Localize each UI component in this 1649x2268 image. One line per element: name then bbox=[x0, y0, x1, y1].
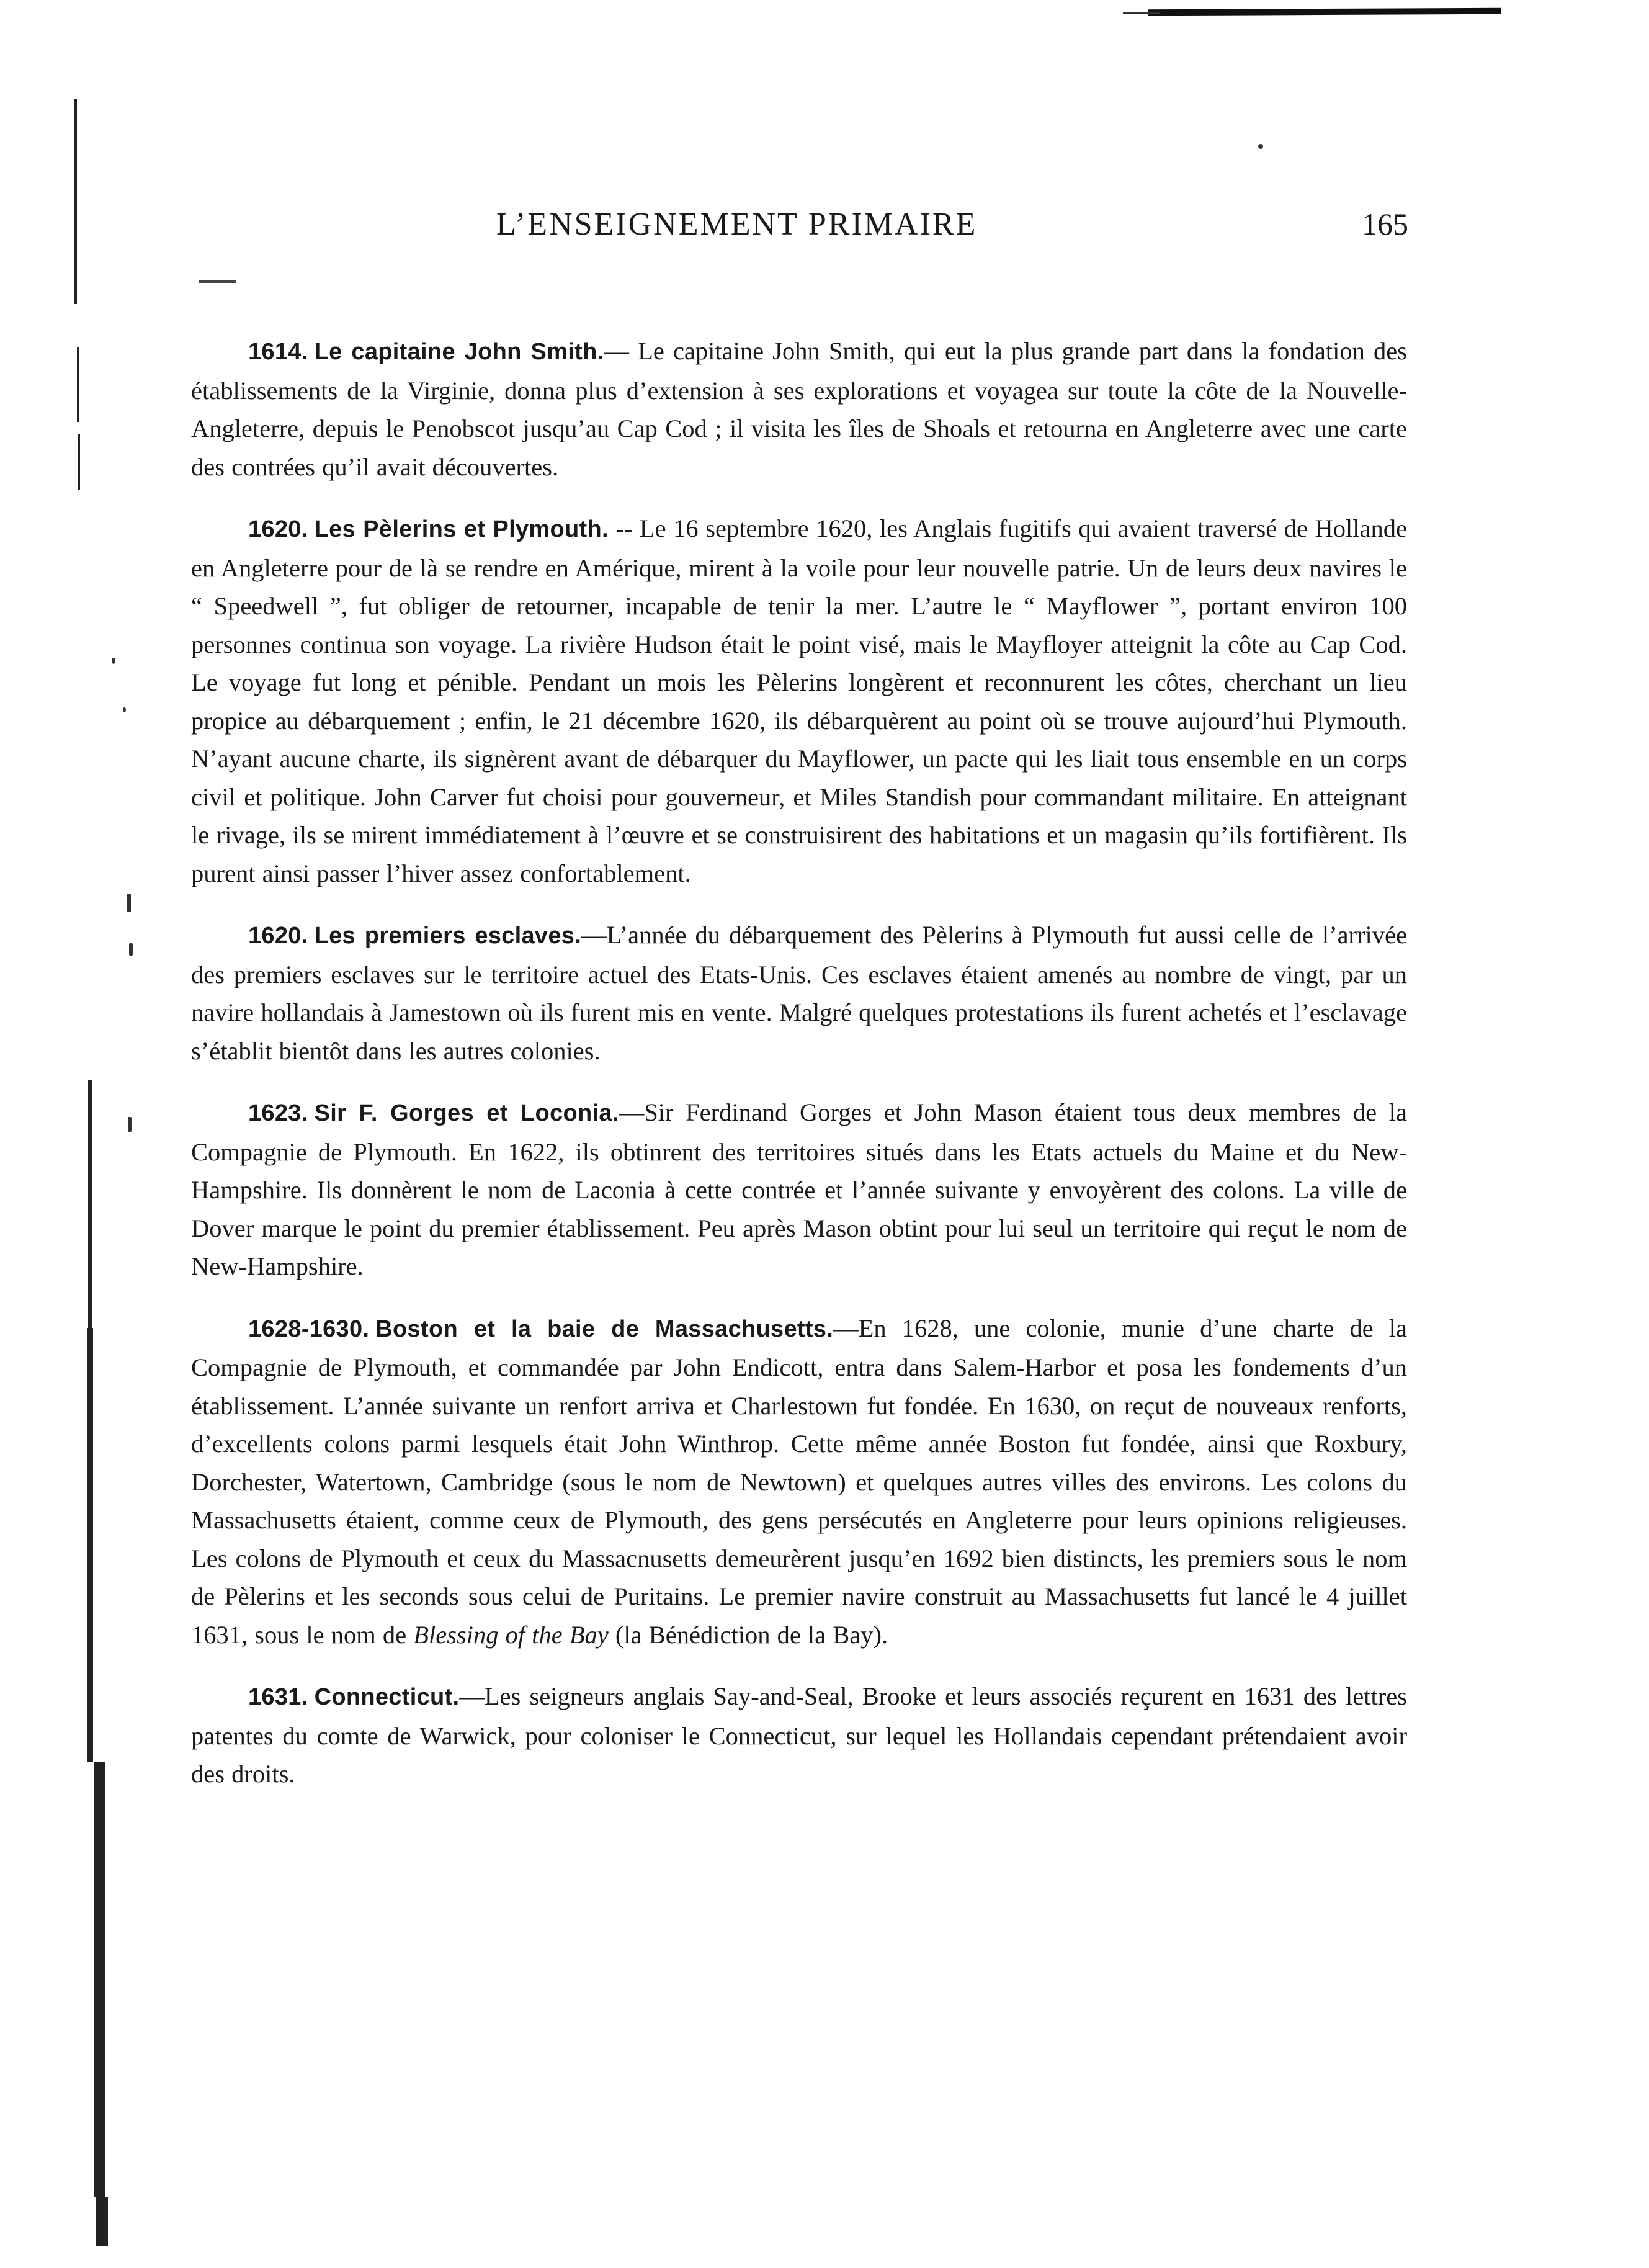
entry-text-after: (la Bénédiction de la Bay). bbox=[608, 1620, 888, 1649]
entry-heading bbox=[248, 1100, 619, 1126]
scan-speck bbox=[128, 1117, 132, 1132]
entry-1620-esclaves bbox=[191, 916, 1407, 1070]
entry-1631 bbox=[191, 1677, 1407, 1793]
entry-text: —L’année du débarquement des Pèlerins à Plymouth fut aussi celle de l’arrivée des premiers esclaves sur le territoire actuel des Etats-Unis. Ces esclaves étaient amenés au nombre de vingt, par un navire hollandais à Jamestown où ils furent mis en vente. Malgré quelques protestations ils furent achetés et l’esclavage s’établit bientôt dans les autres colonies. bbox=[191, 921, 1407, 1065]
entry-text: —Sir Ferdinand Gorges et John Mason étaient tous deux membres de la Compagnie de Plymouth. En 1622, ils obtinrent des territoires situés dans les Etats actuels du Maine et du New-Hampshire. Ils donnèrent le nom de Laconia à cette contrée et l’année suivante y envoyèrent des colons. La ville de Dover marque le point du premier établissement. Peu après Mason obtint pour lui seul un territoire qui reçut le nom de New-Hampshire. bbox=[191, 1098, 1407, 1280]
entry-text: — Le capitaine John Smith, qui eut la plus grande part dans la fondation des établissements de la Virginie, donna plus d’extension à ses explorations et voyagea sur toute la côte de la Nouvelle-Angleterre, depuis le Penobscot jusqu’au Cap Cod ; il visita les îles de Shoals et retourna en Angleterre avec une carte des contrées qu’il avait découvertes. bbox=[191, 337, 1407, 481]
entry-heading bbox=[248, 1684, 459, 1710]
entry-text: —Les seigneurs anglais Say-and-Seal, Brooke et leurs associés reçurent en 1631 des lettres patentes du comte de Warwick, pour coloniser le Connecticut, sur lequel les Hollandais cependant prétendaient avoir des droits. bbox=[191, 1682, 1407, 1788]
entry-heading bbox=[248, 1316, 833, 1342]
entry-1620-pelerins bbox=[191, 509, 1407, 892]
entry-title: Boston et la baie de Massachusetts. bbox=[375, 1316, 834, 1342]
entry-text: —En 1628, une colonie, munie d’une charte de la Compagnie de Plymouth, et commandée par John Endicott, entra dans Salem-Harbor et posa les fondements d’un établissement. L’année suivante un renfort arriva et Charlestown fut fondée. En 1630, on reçut de nouveaux renforts, d’excellents colons parmi lesquels était John Winthrop. Cette même année Boston fut fondée, ainsi que Roxbury, Dorchester, Watertown, Cambridge (sous le nom de Newtown) et quelques autres villes des environs. Les colons du Massachusetts étaient, comme ceux de Plymouth, des gens persécutés en Angleterre pour leurs opinions religieuses. Les colons de Plymouth et ceux du Massacnusetts demeurèrent jusqu’en 1692 bien distincts, les premiers sous le nom de Pèlerins et les seconds sous celui de Puritains. Le premier navire construit au Massachusetts fut lancé le 4 juillet 1631, sous le nom de bbox=[191, 1314, 1408, 1649]
scan-speck bbox=[1258, 144, 1263, 149]
entry-heading bbox=[248, 923, 581, 949]
entry-text: -- Le 16 septembre 1620, les Anglais fugitifs qui avaient traversé de Hollande en Angleterre pour de là se rendre en Amérique, mirent à la voile pour leur nouvelle patrie. Un de leurs deux navires le “ Speedwell ”, fut obliger de retourner, incapable de tenir la mer. L’autre le “ Mayflower ”, portant environ 100 personnes continua son voyage. La rivière Hudson était le point visé, mais le Mayfloyer atteignit la côte au Cap Cod. Le voyage fut long et pénible. Pendant un mois les Pèlerins longèrent et reconnurent les côtes, cherchant un lieu propice au débarquement ; enfin, le 21 décembre 1620, ils débarquèrent au point où se trouve aujourd’hui Plymouth. N’ayant aucune charte, ils signèrent avant de débarquer du Mayflower, un pacte qui les liait tous ensemble en un corps civil et politique. John Carver fut choisi pour gouverneur, et Miles Standish pour commandant militaire. En atteignant le rivage, ils se mirent immédiatement à l’œuvre et se construisirent des habitations et un magasin qu’ils fortifièrent. Ils purent ainsi passer l’hiver assez confortablement. bbox=[191, 514, 1407, 887]
page-number: 165 bbox=[1362, 207, 1408, 241]
scan-speck bbox=[127, 894, 131, 912]
entry-heading bbox=[248, 516, 609, 542]
entry-year: 1620. bbox=[248, 923, 308, 949]
article-body bbox=[191, 332, 1407, 1817]
scan-edge-mark bbox=[1148, 8, 1501, 16]
page-title: L’ENSEIGNEMENT PRIMAIRE bbox=[496, 207, 978, 242]
scan-speck bbox=[112, 658, 115, 664]
entry-title: Connecticut. bbox=[314, 1684, 460, 1710]
entry-year: 1614. bbox=[248, 339, 308, 365]
scan-speck bbox=[129, 943, 133, 956]
entry-title: Les premiers esclaves. bbox=[314, 923, 582, 949]
entry-title: Le capitaine John Smith. bbox=[314, 339, 604, 365]
entry-year: 1623. bbox=[248, 1100, 308, 1126]
entry-1628-1630 bbox=[191, 1309, 1407, 1654]
entry-year: 1631. bbox=[248, 1684, 308, 1710]
entry-year: 1620. bbox=[248, 516, 308, 542]
entry-1614 bbox=[191, 332, 1407, 486]
entry-italic-title: Blessing of the Bay bbox=[413, 1620, 609, 1649]
entry-title: Les Pèlerins et Plymouth. bbox=[314, 516, 609, 542]
entry-year: 1628-1630. bbox=[248, 1316, 370, 1342]
entry-1623 bbox=[191, 1093, 1407, 1286]
entry-heading bbox=[248, 339, 604, 365]
header-rule bbox=[199, 280, 236, 283]
running-head bbox=[0, 206, 1649, 256]
entry-title: Sir F. Gorges et Loconia. bbox=[314, 1100, 619, 1126]
scan-speck bbox=[123, 707, 126, 712]
